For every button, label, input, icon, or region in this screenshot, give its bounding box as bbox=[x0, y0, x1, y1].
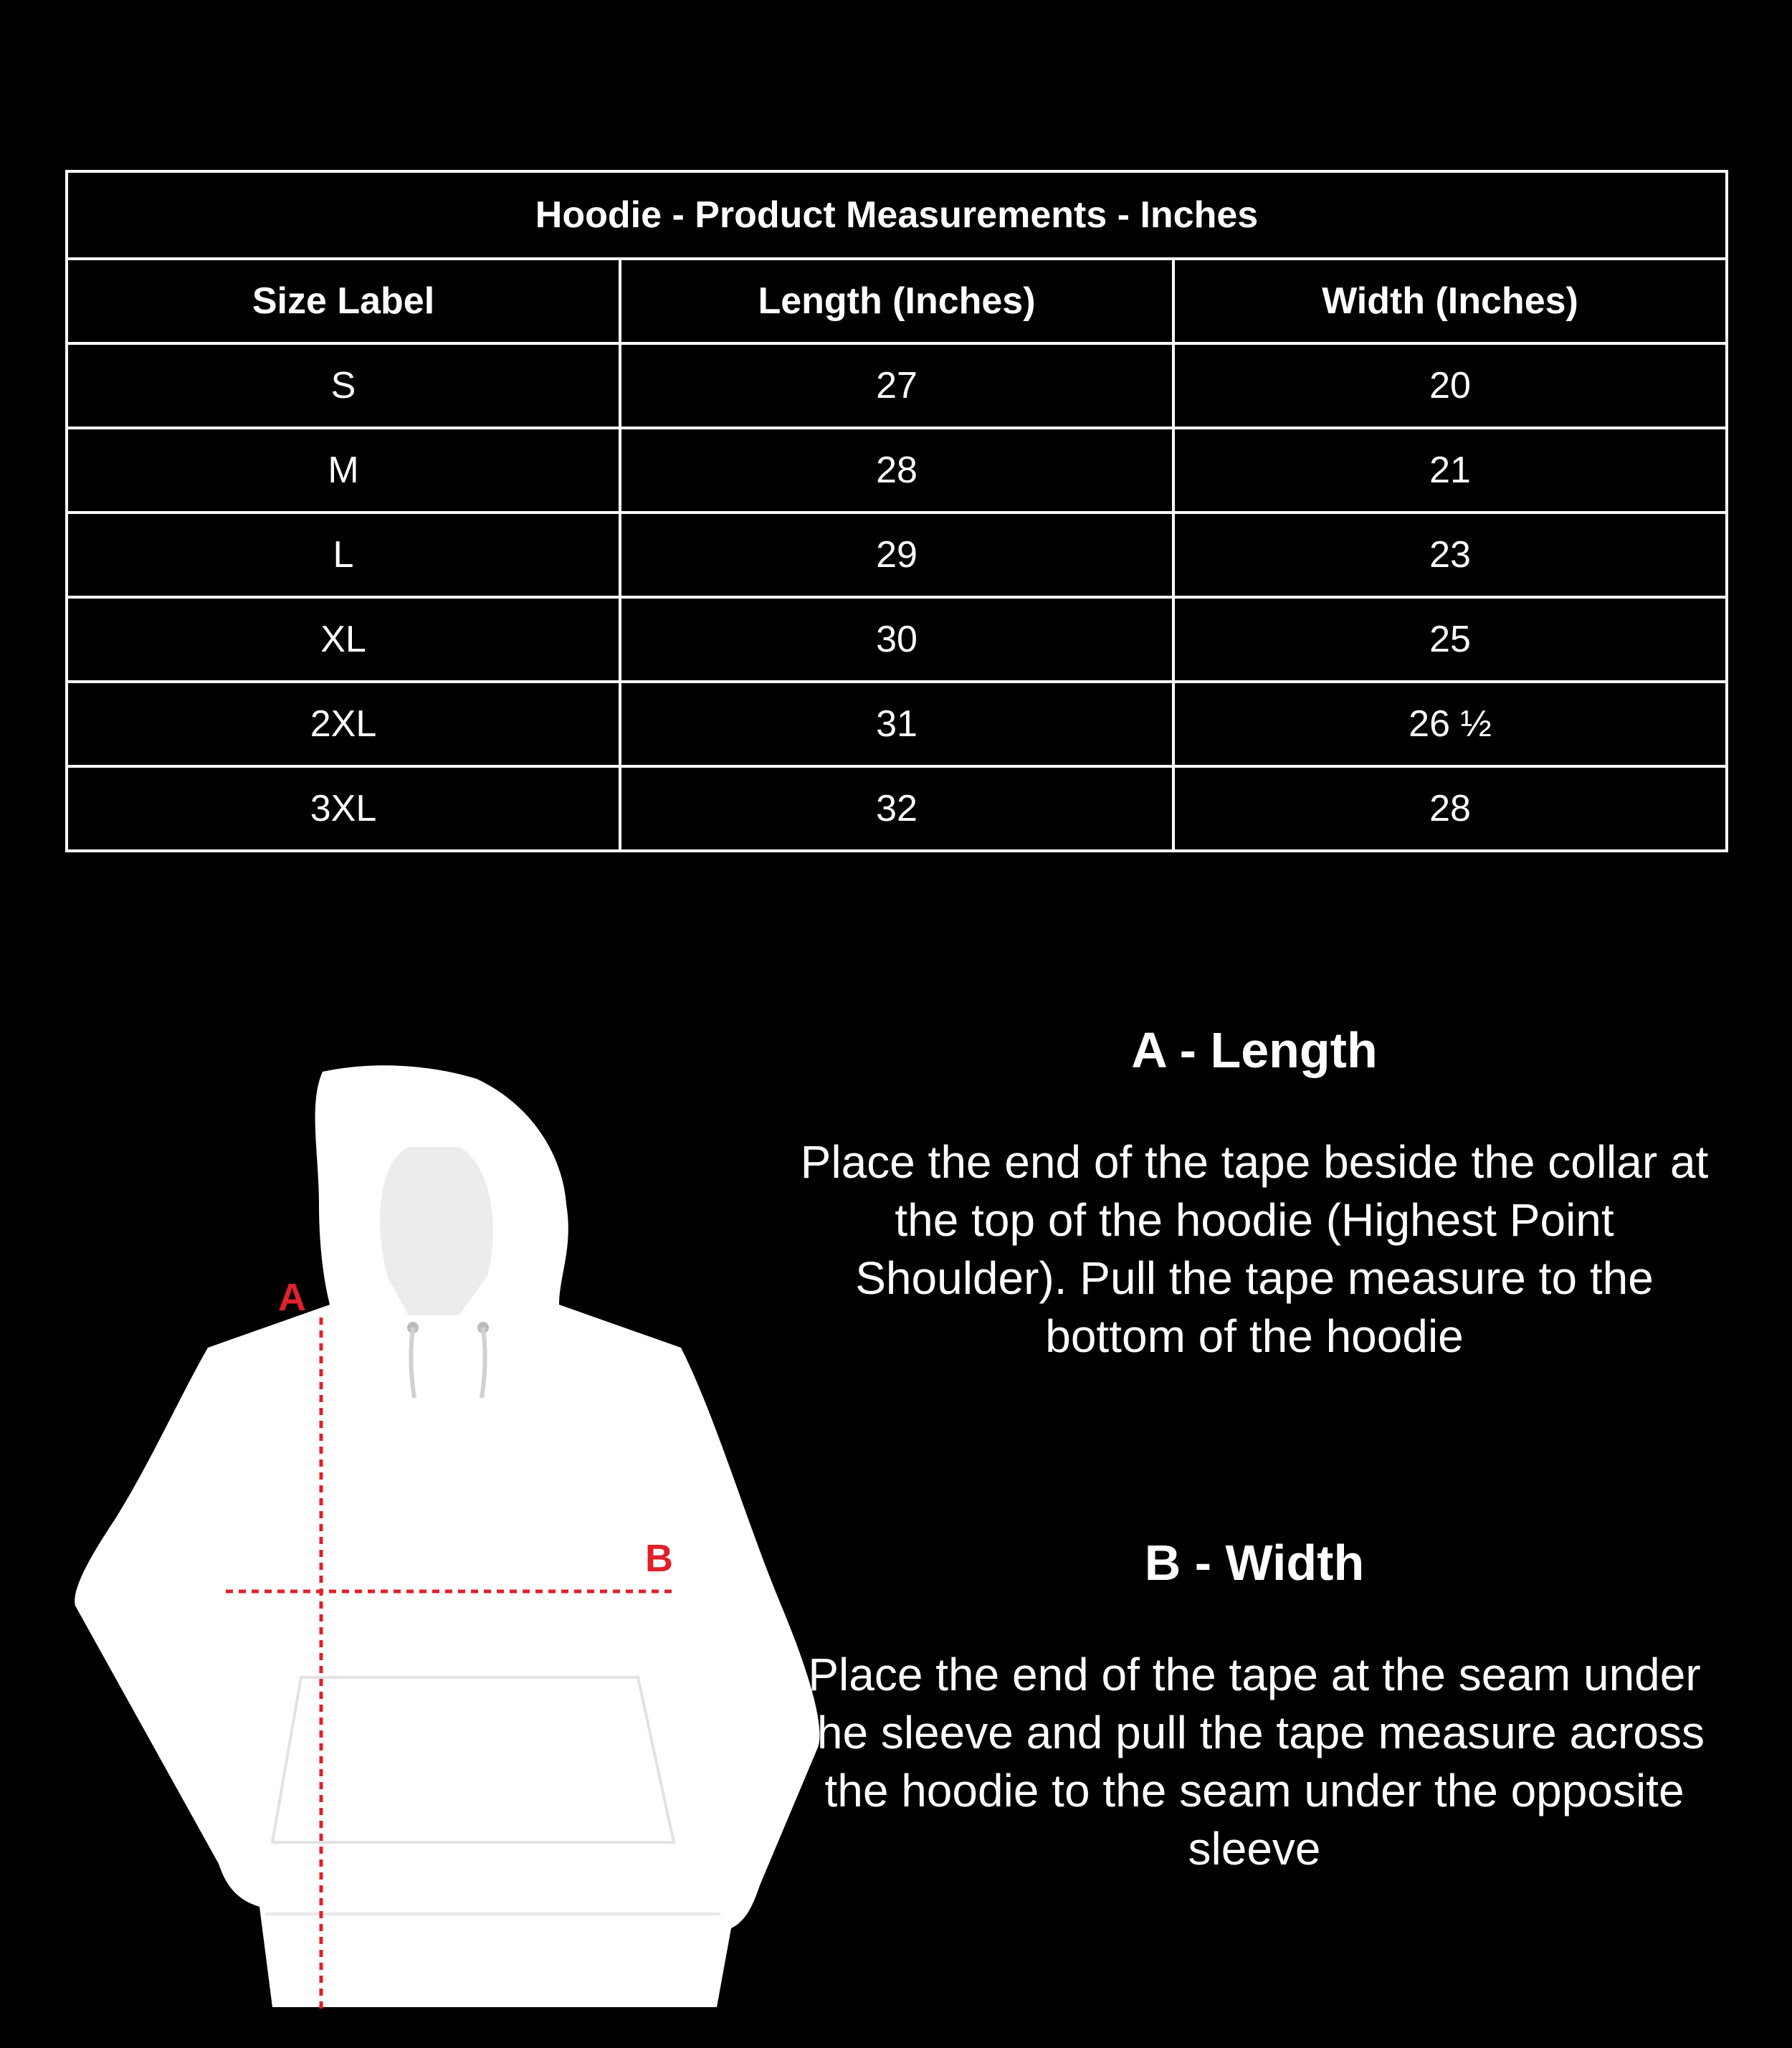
cell-length: 31 bbox=[620, 682, 1173, 766]
cell-length: 30 bbox=[620, 597, 1173, 682]
cell-width: 21 bbox=[1173, 428, 1727, 513]
cell-size: 2XL bbox=[67, 682, 620, 766]
width-heading: B - Width bbox=[1144, 1535, 1365, 1591]
width-body: Place the end of the tape at the seam under the sleeve and pull the tape measure across the hoodie to the seam under the opposite sleeve bbox=[804, 1649, 1705, 1875]
marker-a: A bbox=[278, 1276, 306, 1319]
cell-width: 28 bbox=[1173, 766, 1727, 851]
header-width: Width (Inches) bbox=[1173, 259, 1727, 343]
cell-size: S bbox=[67, 343, 620, 428]
cell-size: XL bbox=[67, 597, 620, 682]
table-row bbox=[67, 766, 1727, 851]
cell-length: 28 bbox=[620, 428, 1173, 513]
length-body: Place the end of the tape beside the collar at the top of the hoodie (Highest Point Shoulder). Pull the tape measure to the bottom of the hoodie bbox=[800, 1136, 1709, 1362]
table-row bbox=[67, 343, 1727, 428]
header-size-label: Size Label bbox=[67, 259, 620, 343]
cell-width: 26 ½ bbox=[1173, 682, 1727, 766]
table-title-row bbox=[67, 171, 1727, 259]
cell-size: 3XL bbox=[67, 766, 620, 851]
cell-length: 27 bbox=[620, 343, 1173, 428]
cell-width: 25 bbox=[1173, 597, 1727, 682]
header-length: Length (Inches) bbox=[620, 259, 1173, 343]
hoodie-diagram bbox=[72, 1061, 824, 2014]
measurements-table bbox=[65, 170, 1728, 852]
table-title: Hoodie - Product Measurements - Inches bbox=[67, 171, 1727, 259]
marker-b: B bbox=[645, 1537, 673, 1580]
width-instructions bbox=[796, 1534, 1713, 1878]
table-row bbox=[67, 428, 1727, 513]
cell-size: M bbox=[67, 428, 620, 513]
length-heading: A - Length bbox=[1131, 1022, 1378, 1078]
cell-width: 20 bbox=[1173, 343, 1727, 428]
length-instructions bbox=[796, 1021, 1713, 1366]
hoodie-illustration bbox=[72, 1061, 824, 2014]
cell-length: 29 bbox=[620, 513, 1173, 597]
hood-shadow bbox=[380, 1147, 493, 1315]
table-header-row bbox=[67, 259, 1727, 343]
table-row bbox=[67, 682, 1727, 766]
cell-width: 23 bbox=[1173, 513, 1727, 597]
cell-size: L bbox=[67, 513, 620, 597]
cell-length: 32 bbox=[620, 766, 1173, 851]
table-row bbox=[67, 597, 1727, 682]
table-row bbox=[67, 513, 1727, 597]
